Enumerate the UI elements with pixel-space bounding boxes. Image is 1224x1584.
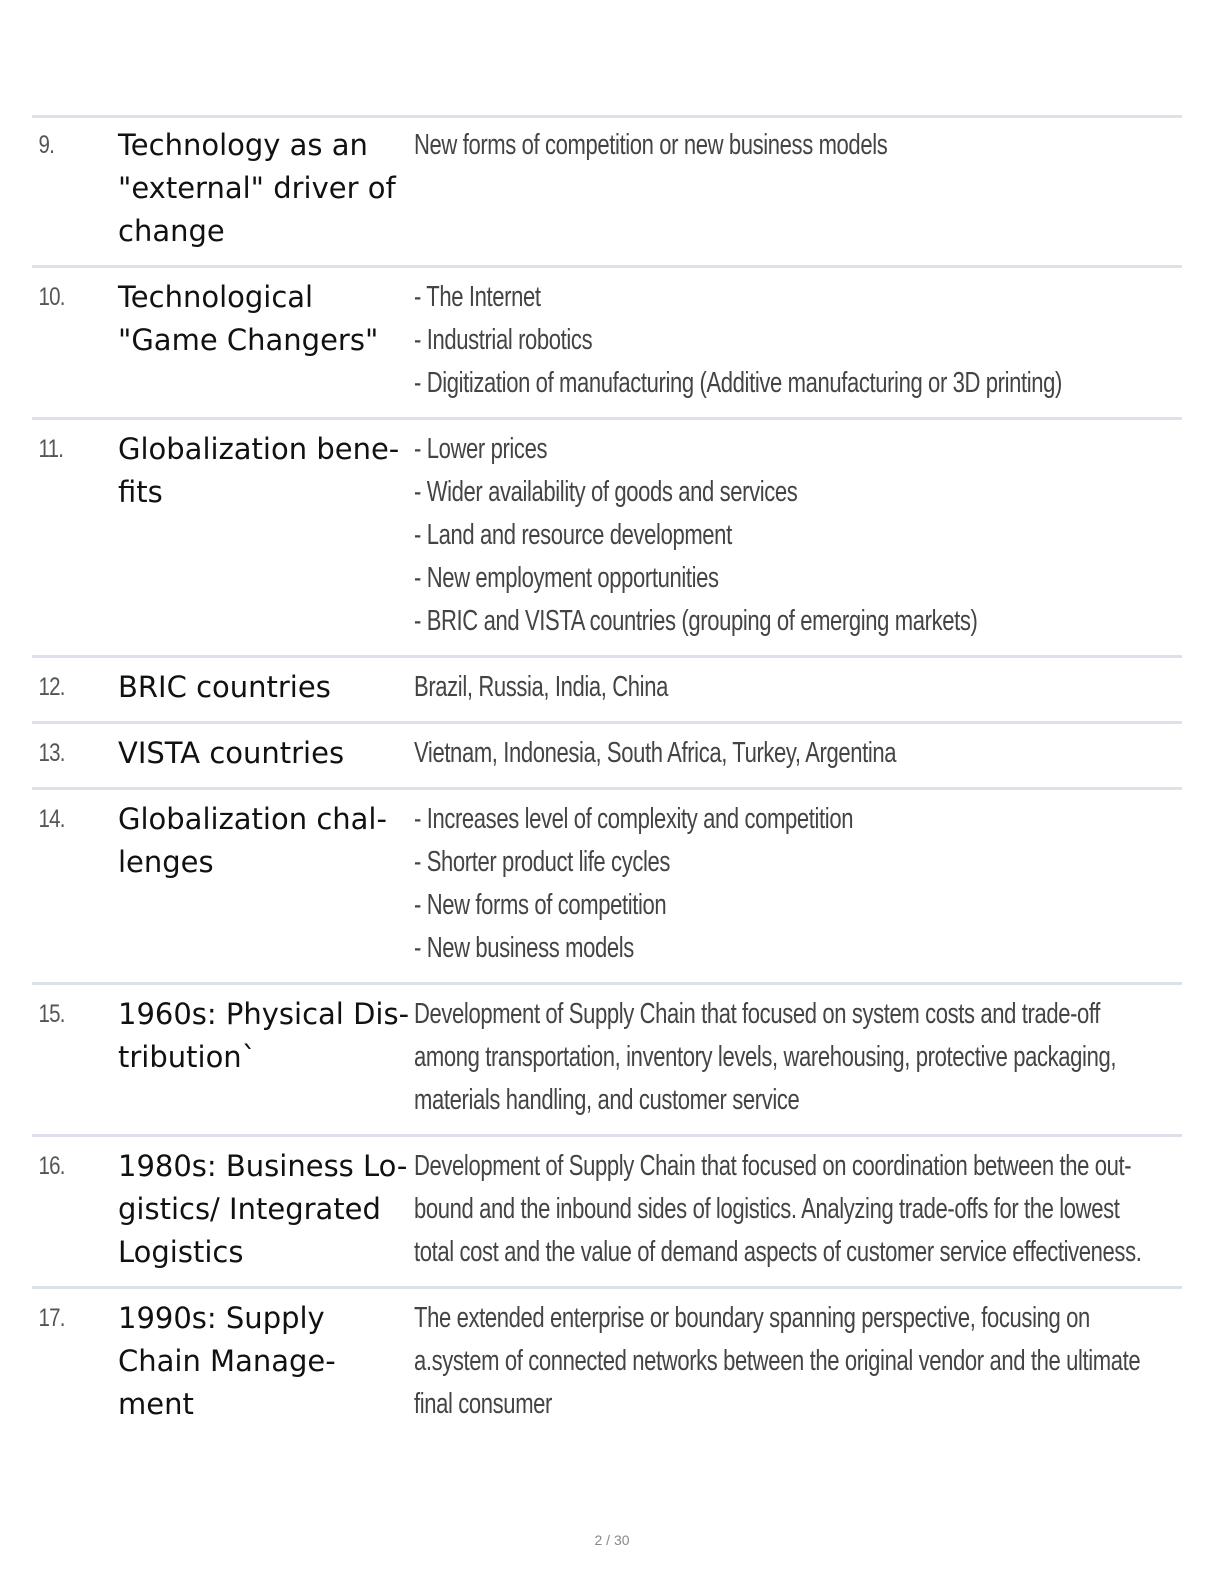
- definition-line: - New business models: [414, 932, 634, 964]
- definition: [414, 1145, 1182, 1274]
- definition-line: among transportation, inventory levels, warehousing, protective packaging,: [414, 1041, 1117, 1073]
- term-line: 1990s: Supply: [118, 1301, 325, 1335]
- table-row: [32, 982, 1182, 1134]
- flashcard-table: [32, 115, 1182, 1438]
- term-line: BRIC countries: [118, 670, 331, 704]
- definition-line: - Land and resource development: [414, 519, 732, 551]
- definition-line: bound and the inbound sides of logistics. Analyzing trade-offs for the lowest: [414, 1193, 1120, 1225]
- row-number: 12.: [38, 673, 65, 701]
- definition-line: a.system of connected networks between the original vendor and the ultimate: [414, 1345, 1141, 1377]
- term-line: 1980s: Business Lo-: [118, 1149, 408, 1183]
- term-line: ment: [118, 1387, 194, 1421]
- term: [118, 124, 414, 253]
- term-line: fits: [118, 475, 163, 509]
- row-number: 15.: [38, 1000, 65, 1028]
- row-number: 14.: [38, 805, 65, 833]
- table-row: [32, 721, 1182, 787]
- table-row: [32, 265, 1182, 417]
- term: [118, 276, 414, 405]
- term-line: 1960s: Physical Dis-: [118, 997, 410, 1031]
- term-line: Chain Manage-: [118, 1344, 336, 1378]
- table-row: [32, 115, 1182, 265]
- term-line: tribution`: [118, 1040, 257, 1074]
- definition: [414, 428, 1182, 643]
- definition: [414, 276, 1182, 405]
- definition-line: The extended enterprise or boundary spanning perspective, focusing on: [414, 1302, 1090, 1334]
- definition: [414, 993, 1182, 1122]
- page-number: 2 / 30: [594, 1532, 630, 1548]
- definition-line: New forms of competition or new business models: [414, 129, 888, 161]
- term-line: Globalization chal-: [118, 802, 387, 836]
- term-line: Technological: [118, 280, 314, 314]
- term-line: Logistics: [118, 1235, 244, 1269]
- definition-line: - Lower prices: [414, 433, 548, 465]
- definition-line: materials handling, and customer service: [414, 1084, 800, 1116]
- table-row: [32, 1286, 1182, 1438]
- term: [118, 1297, 414, 1426]
- definition-line: Brazil, Russia, India, China: [414, 671, 668, 703]
- definition-line: - Industrial robotics: [414, 324, 593, 356]
- definition-line: Development of Supply Chain that focused on coordination between the out-: [414, 1150, 1132, 1182]
- term-line: VISTA countries: [118, 736, 345, 770]
- definition-line: - BRIC and VISTA countries (grouping of emerging markets): [414, 605, 978, 637]
- table-row: [32, 655, 1182, 721]
- definition: [414, 666, 1182, 709]
- term: [118, 1145, 414, 1274]
- definition: [414, 124, 1182, 253]
- term: [118, 666, 414, 709]
- term: [118, 993, 414, 1122]
- row-number: 13.: [38, 739, 65, 767]
- definition-line: - Wider availability of goods and services: [414, 476, 798, 508]
- table-row: [32, 417, 1182, 655]
- term-line: gistics/ Integrated: [118, 1192, 381, 1226]
- term-line: Technology as an: [118, 128, 368, 162]
- definition-line: - New employment opportunities: [414, 562, 719, 594]
- row-number: 11.: [38, 435, 64, 463]
- table-row: [32, 1134, 1182, 1286]
- term-line: change: [118, 214, 225, 248]
- row-number: 16.: [38, 1152, 65, 1180]
- table-row: [32, 787, 1182, 982]
- term: [118, 428, 414, 643]
- definition-line: - The Internet: [414, 281, 541, 313]
- definition-line: - Digitization of manufacturing (Additive manufacturing or 3D printing): [414, 367, 1063, 399]
- definition-line: - Shorter product life cycles: [414, 846, 671, 878]
- term: [118, 798, 414, 970]
- term-line: "external" driver of: [118, 171, 396, 205]
- definition-line: final consumer: [414, 1388, 553, 1420]
- term-line: "Game Changers": [118, 323, 379, 357]
- row-number: 10.: [38, 283, 65, 311]
- definition: [414, 732, 1182, 775]
- term-line: lenges: [118, 845, 214, 879]
- definition-line: Vietnam, Indonesia, South Africa, Turkey, Argentina: [414, 737, 897, 769]
- term: [118, 732, 414, 775]
- definition-line: total cost and the value of demand aspects of customer service effectiveness.: [414, 1236, 1142, 1268]
- row-number: 17.: [38, 1304, 65, 1332]
- definition-line: - Increases level of complexity and competition: [414, 803, 854, 835]
- definition-line: Development of Supply Chain that focused on system costs and trade-off: [414, 998, 1101, 1030]
- row-number: 9.: [38, 131, 55, 159]
- definition: [414, 1297, 1182, 1426]
- definition-line: - New forms of competition: [414, 889, 667, 921]
- term-line: Globalization bene-: [118, 432, 400, 466]
- definition: [414, 798, 1182, 970]
